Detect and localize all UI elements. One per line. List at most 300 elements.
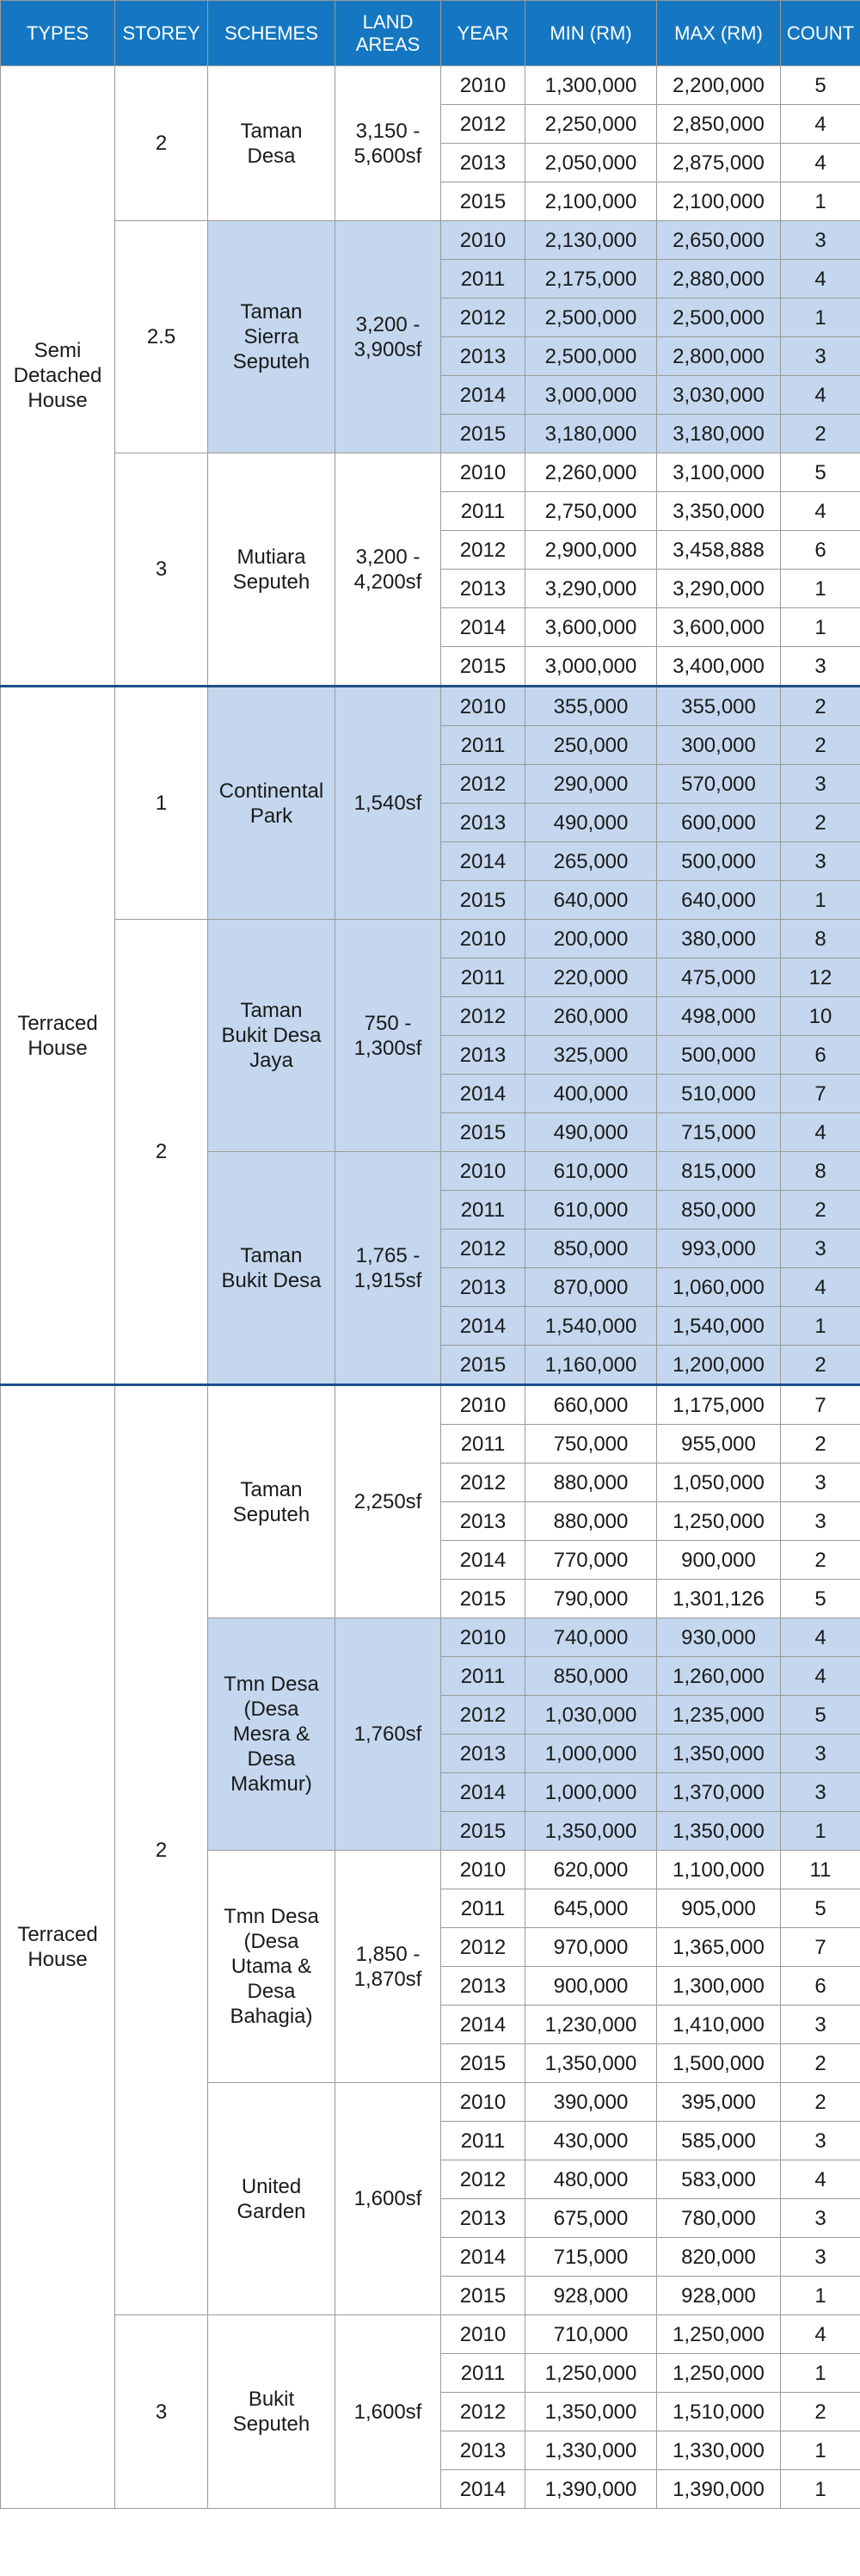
type-cell: Terraced House	[1, 687, 115, 1385]
max-price-cell: 1,300,000	[657, 1967, 781, 2006]
count-cell: 4	[781, 260, 860, 299]
min-price-cell: 1,350,000	[525, 1812, 657, 1851]
max-price-cell: 1,510,000	[657, 2393, 781, 2431]
min-price-cell: 480,000	[525, 2160, 657, 2199]
count-cell: 11	[781, 1851, 860, 1889]
max-price-cell: 715,000	[657, 1113, 781, 1152]
year-cell: 2011	[441, 1889, 525, 1928]
header-types: TYPES	[1, 1, 115, 66]
count-cell: 6	[781, 1036, 860, 1075]
count-cell: 10	[781, 997, 860, 1036]
year-cell: 2011	[441, 2122, 525, 2160]
year-cell: 2011	[441, 1191, 525, 1229]
scheme-cell: Bukit Seputeh	[208, 2315, 335, 2509]
year-cell: 2014	[441, 1307, 525, 1346]
min-price-cell: 675,000	[525, 2199, 657, 2238]
min-price-cell: 710,000	[525, 2315, 657, 2354]
min-price-cell: 2,500,000	[525, 337, 657, 376]
year-cell: 2010	[441, 1152, 525, 1191]
count-cell: 1	[781, 2431, 860, 2470]
land-area-cell: 1,765 - 1,915sf	[335, 1152, 441, 1385]
count-cell: 3	[781, 2238, 860, 2277]
year-cell: 2011	[441, 726, 525, 765]
min-price-cell: 970,000	[525, 1928, 657, 1967]
max-price-cell: 583,000	[657, 2160, 781, 2199]
year-cell: 2012	[441, 1696, 525, 1735]
max-price-cell: 570,000	[657, 765, 781, 804]
count-cell: 2	[781, 726, 860, 765]
max-price-cell: 1,200,000	[657, 1346, 781, 1385]
count-cell: 4	[781, 376, 860, 415]
count-cell: 3	[781, 337, 860, 376]
min-price-cell: 850,000	[525, 1229, 657, 1268]
max-price-cell: 3,030,000	[657, 376, 781, 415]
max-price-cell: 1,250,000	[657, 2315, 781, 2354]
header-storey: STOREY	[115, 1, 208, 66]
min-price-cell: 740,000	[525, 1618, 657, 1657]
count-cell: 4	[781, 1113, 860, 1152]
max-price-cell: 815,000	[657, 1152, 781, 1191]
max-price-cell: 500,000	[657, 1036, 781, 1075]
max-price-cell: 500,000	[657, 842, 781, 881]
count-cell: 1	[781, 881, 860, 920]
count-cell: 3	[781, 2006, 860, 2044]
min-price-cell: 2,750,000	[525, 492, 657, 531]
year-cell: 2010	[441, 1851, 525, 1889]
count-cell: 2	[781, 687, 860, 726]
min-price-cell: 250,000	[525, 726, 657, 765]
year-cell: 2013	[441, 804, 525, 842]
scheme-cell: Mutiara Seputeh	[208, 453, 335, 687]
min-price-cell: 3,290,000	[525, 570, 657, 608]
min-price-cell: 2,100,000	[525, 182, 657, 221]
year-cell: 2012	[441, 765, 525, 804]
min-price-cell: 770,000	[525, 1541, 657, 1580]
max-price-cell: 1,235,000	[657, 1696, 781, 1735]
scheme-cell: Taman Seputeh	[208, 1385, 335, 1618]
year-cell: 2015	[441, 1113, 525, 1152]
year-cell: 2011	[441, 1425, 525, 1464]
min-price-cell: 880,000	[525, 1502, 657, 1541]
year-cell: 2013	[441, 144, 525, 182]
min-price-cell: 928,000	[525, 2277, 657, 2315]
year-cell: 2010	[441, 1385, 525, 1425]
count-cell: 1	[781, 570, 860, 608]
year-cell: 2015	[441, 2044, 525, 2083]
max-price-cell: 475,000	[657, 958, 781, 997]
max-price-cell: 1,250,000	[657, 2354, 781, 2393]
max-price-cell: 1,175,000	[657, 1385, 781, 1425]
min-price-cell: 750,000	[525, 1425, 657, 1464]
year-cell: 2010	[441, 453, 525, 492]
land-area-cell: 750 - 1,300sf	[335, 920, 441, 1152]
max-price-cell: 3,458,888	[657, 531, 781, 570]
count-cell: 8	[781, 1152, 860, 1191]
min-price-cell: 490,000	[525, 1113, 657, 1152]
count-cell: 2	[781, 1541, 860, 1580]
land-area-cell: 3,200 - 4,200sf	[335, 453, 441, 687]
count-cell: 2	[781, 2393, 860, 2431]
count-cell: 1	[781, 608, 860, 647]
scheme-cell: Taman Bukit Desa Jaya	[208, 920, 335, 1152]
min-price-cell: 1,250,000	[525, 2354, 657, 2393]
min-price-cell: 900,000	[525, 1967, 657, 2006]
count-cell: 5	[781, 66, 860, 105]
type-cell: Semi Detached House	[1, 66, 115, 687]
table-row	[1, 66, 860, 105]
storey-cell: 2	[115, 1385, 208, 2315]
scheme-cell: Tmn Desa (Desa Mesra & Desa Makmur)	[208, 1618, 335, 1851]
min-price-cell: 3,600,000	[525, 608, 657, 647]
max-price-cell: 3,100,000	[657, 453, 781, 492]
max-price-cell: 3,400,000	[657, 647, 781, 687]
count-cell: 2	[781, 1191, 860, 1229]
scheme-cell: Taman Desa	[208, 66, 335, 221]
max-price-cell: 300,000	[657, 726, 781, 765]
count-cell: 1	[781, 1812, 860, 1851]
year-cell: 2011	[441, 492, 525, 531]
max-price-cell: 820,000	[657, 2238, 781, 2277]
table-row	[1, 687, 860, 726]
max-price-cell: 1,390,000	[657, 2470, 781, 2509]
count-cell: 5	[781, 1889, 860, 1928]
max-price-cell: 930,000	[657, 1618, 781, 1657]
scheme-cell: Taman Bukit Desa	[208, 1152, 335, 1385]
year-cell: 2012	[441, 2160, 525, 2199]
year-cell: 2012	[441, 1928, 525, 1967]
land-area-cell: 3,150 - 5,600sf	[335, 66, 441, 221]
year-cell: 2014	[441, 2470, 525, 2509]
max-price-cell: 3,290,000	[657, 570, 781, 608]
year-cell: 2015	[441, 182, 525, 221]
year-cell: 2012	[441, 299, 525, 337]
count-cell: 4	[781, 1268, 860, 1307]
table-body	[1, 66, 860, 2509]
count-cell: 2	[781, 2083, 860, 2122]
count-cell: 3	[781, 1229, 860, 1268]
count-cell: 3	[781, 1773, 860, 1812]
max-price-cell: 3,350,000	[657, 492, 781, 531]
count-cell: 7	[781, 1928, 860, 1967]
max-price-cell: 395,000	[657, 2083, 781, 2122]
year-cell: 2015	[441, 415, 525, 453]
min-price-cell: 3,180,000	[525, 415, 657, 453]
min-price-cell: 1,000,000	[525, 1735, 657, 1773]
year-cell: 2010	[441, 221, 525, 260]
max-price-cell: 2,650,000	[657, 221, 781, 260]
year-cell: 2014	[441, 2006, 525, 2044]
year-cell: 2014	[441, 2238, 525, 2277]
year-cell: 2014	[441, 376, 525, 415]
header-max: MAX (RM)	[657, 1, 781, 66]
min-price-cell: 660,000	[525, 1385, 657, 1425]
min-price-cell: 1,540,000	[525, 1307, 657, 1346]
year-cell: 2010	[441, 1618, 525, 1657]
min-price-cell: 2,500,000	[525, 299, 657, 337]
storey-cell: 2	[115, 66, 208, 221]
min-price-cell: 430,000	[525, 2122, 657, 2160]
max-price-cell: 1,330,000	[657, 2431, 781, 2470]
min-price-cell: 3,000,000	[525, 376, 657, 415]
land-area-cell: 1,850 - 1,870sf	[335, 1851, 441, 2083]
min-price-cell: 880,000	[525, 1464, 657, 1502]
min-price-cell: 1,330,000	[525, 2431, 657, 2470]
table-row	[1, 453, 860, 492]
table-row	[1, 221, 860, 260]
year-cell: 2013	[441, 1502, 525, 1541]
min-price-cell: 390,000	[525, 2083, 657, 2122]
count-cell: 2	[781, 2044, 860, 2083]
land-area-cell: 3,200 - 3,900sf	[335, 221, 441, 453]
land-area-cell: 1,600sf	[335, 2083, 441, 2315]
table-row	[1, 920, 860, 958]
count-cell: 1	[781, 2470, 860, 2509]
min-price-cell: 355,000	[525, 687, 657, 726]
count-cell: 1	[781, 299, 860, 337]
max-price-cell: 2,500,000	[657, 299, 781, 337]
header-count: COUNT	[781, 1, 860, 66]
year-cell: 2013	[441, 337, 525, 376]
max-price-cell: 1,410,000	[657, 2006, 781, 2044]
max-price-cell: 1,260,000	[657, 1657, 781, 1696]
year-cell: 2013	[441, 1967, 525, 2006]
min-price-cell: 610,000	[525, 1191, 657, 1229]
max-price-cell: 955,000	[657, 1425, 781, 1464]
year-cell: 2012	[441, 997, 525, 1036]
max-price-cell: 1,365,000	[657, 1928, 781, 1967]
max-price-cell: 900,000	[657, 1541, 781, 1580]
year-cell: 2013	[441, 2431, 525, 2470]
year-cell: 2012	[441, 2393, 525, 2431]
scheme-cell: Taman Sierra Seputeh	[208, 221, 335, 453]
max-price-cell: 1,350,000	[657, 1812, 781, 1851]
storey-cell: 3	[115, 453, 208, 687]
max-price-cell: 2,875,000	[657, 144, 781, 182]
year-cell: 2014	[441, 1541, 525, 1580]
max-price-cell: 2,100,000	[657, 182, 781, 221]
count-cell: 4	[781, 1618, 860, 1657]
min-price-cell: 325,000	[525, 1036, 657, 1075]
min-price-cell: 1,230,000	[525, 2006, 657, 2044]
min-price-cell: 400,000	[525, 1075, 657, 1113]
land-area-cell: 1,760sf	[335, 1618, 441, 1851]
year-cell: 2010	[441, 2315, 525, 2354]
year-cell: 2015	[441, 647, 525, 687]
year-cell: 2015	[441, 2277, 525, 2315]
count-cell: 7	[781, 1385, 860, 1425]
year-cell: 2010	[441, 2083, 525, 2122]
count-cell: 8	[781, 920, 860, 958]
year-cell: 2013	[441, 1268, 525, 1307]
year-cell: 2013	[441, 1036, 525, 1075]
max-price-cell: 1,370,000	[657, 1773, 781, 1812]
max-price-cell: 1,301,126	[657, 1580, 781, 1618]
count-cell: 3	[781, 765, 860, 804]
count-cell: 5	[781, 1696, 860, 1735]
min-price-cell: 1,300,000	[525, 66, 657, 105]
year-cell: 2015	[441, 1346, 525, 1385]
count-cell: 4	[781, 2160, 860, 2199]
max-price-cell: 850,000	[657, 1191, 781, 1229]
max-price-cell: 1,100,000	[657, 1851, 781, 1889]
max-price-cell: 780,000	[657, 2199, 781, 2238]
year-cell: 2014	[441, 1773, 525, 1812]
count-cell: 4	[781, 492, 860, 531]
min-price-cell: 715,000	[525, 2238, 657, 2277]
year-cell: 2015	[441, 881, 525, 920]
max-price-cell: 2,850,000	[657, 105, 781, 144]
header-year: YEAR	[441, 1, 525, 66]
year-cell: 2014	[441, 842, 525, 881]
year-cell: 2014	[441, 608, 525, 647]
year-cell: 2011	[441, 958, 525, 997]
year-cell: 2012	[441, 531, 525, 570]
min-price-cell: 2,260,000	[525, 453, 657, 492]
min-price-cell: 610,000	[525, 1152, 657, 1191]
max-price-cell: 600,000	[657, 804, 781, 842]
min-price-cell: 870,000	[525, 1268, 657, 1307]
max-price-cell: 1,500,000	[657, 2044, 781, 2083]
max-price-cell: 905,000	[657, 1889, 781, 1928]
count-cell: 3	[781, 647, 860, 687]
max-price-cell: 2,800,000	[657, 337, 781, 376]
storey-cell: 2	[115, 920, 208, 1385]
year-cell: 2012	[441, 1229, 525, 1268]
min-price-cell: 790,000	[525, 1580, 657, 1618]
header-row	[1, 1, 860, 66]
count-cell: 2	[781, 1346, 860, 1385]
count-cell: 4	[781, 144, 860, 182]
max-price-cell: 928,000	[657, 2277, 781, 2315]
scheme-cell: Continental Park	[208, 687, 335, 920]
max-price-cell: 510,000	[657, 1075, 781, 1113]
count-cell: 1	[781, 182, 860, 221]
min-price-cell: 1,350,000	[525, 2044, 657, 2083]
year-cell: 2015	[441, 1812, 525, 1851]
max-price-cell: 380,000	[657, 920, 781, 958]
land-area-cell: 1,600sf	[335, 2315, 441, 2509]
land-area-cell: 1,540sf	[335, 687, 441, 920]
min-price-cell: 265,000	[525, 842, 657, 881]
scheme-cell: Tmn Desa (Desa Utama & Desa Bahagia)	[208, 1851, 335, 2083]
min-price-cell: 200,000	[525, 920, 657, 958]
min-price-cell: 620,000	[525, 1851, 657, 1889]
min-price-cell: 290,000	[525, 765, 657, 804]
count-cell: 1	[781, 1307, 860, 1346]
year-cell: 2012	[441, 1464, 525, 1502]
count-cell: 4	[781, 1657, 860, 1696]
count-cell: 3	[781, 1735, 860, 1773]
table-row	[1, 1385, 860, 1425]
count-cell: 5	[781, 453, 860, 492]
min-price-cell: 260,000	[525, 997, 657, 1036]
type-cell: Terraced House	[1, 1385, 115, 2509]
max-price-cell: 3,600,000	[657, 608, 781, 647]
count-cell: 3	[781, 1464, 860, 1502]
min-price-cell: 2,175,000	[525, 260, 657, 299]
min-price-cell: 3,000,000	[525, 647, 657, 687]
max-price-cell: 1,050,000	[657, 1464, 781, 1502]
max-price-cell: 993,000	[657, 1229, 781, 1268]
count-cell: 3	[781, 1502, 860, 1541]
count-cell: 3	[781, 221, 860, 260]
min-price-cell: 1,160,000	[525, 1346, 657, 1385]
min-price-cell: 220,000	[525, 958, 657, 997]
max-price-cell: 2,200,000	[657, 66, 781, 105]
storey-cell: 3	[115, 2315, 208, 2509]
min-price-cell: 2,900,000	[525, 531, 657, 570]
min-price-cell: 2,250,000	[525, 105, 657, 144]
header-schemes: SCHEMES	[208, 1, 335, 66]
max-price-cell: 3,180,000	[657, 415, 781, 453]
year-cell: 2013	[441, 2199, 525, 2238]
max-price-cell: 1,060,000	[657, 1268, 781, 1307]
year-cell: 2011	[441, 2354, 525, 2393]
count-cell: 3	[781, 2122, 860, 2160]
header-land-areas: LAND AREAS	[335, 1, 441, 66]
count-cell: 6	[781, 1967, 860, 2006]
header-min: MIN (RM)	[525, 1, 657, 66]
count-cell: 1	[781, 2277, 860, 2315]
min-price-cell: 490,000	[525, 804, 657, 842]
count-cell: 1	[781, 2354, 860, 2393]
land-area-cell: 2,250sf	[335, 1385, 441, 1618]
year-cell: 2010	[441, 66, 525, 105]
max-price-cell: 355,000	[657, 687, 781, 726]
min-price-cell: 1,350,000	[525, 2393, 657, 2431]
max-price-cell: 1,250,000	[657, 1502, 781, 1541]
count-cell: 2	[781, 1425, 860, 1464]
count-cell: 7	[781, 1075, 860, 1113]
min-price-cell: 640,000	[525, 881, 657, 920]
count-cell: 3	[781, 2199, 860, 2238]
year-cell: 2015	[441, 1580, 525, 1618]
year-cell: 2012	[441, 105, 525, 144]
count-cell: 2	[781, 804, 860, 842]
count-cell: 2	[781, 415, 860, 453]
count-cell: 5	[781, 1580, 860, 1618]
storey-cell: 1	[115, 687, 208, 920]
max-price-cell: 498,000	[657, 997, 781, 1036]
count-cell: 3	[781, 842, 860, 881]
min-price-cell: 1,000,000	[525, 1773, 657, 1812]
min-price-cell: 1,030,000	[525, 1696, 657, 1735]
year-cell: 2010	[441, 687, 525, 726]
min-price-cell: 850,000	[525, 1657, 657, 1696]
min-price-cell: 1,390,000	[525, 2470, 657, 2509]
count-cell: 12	[781, 958, 860, 997]
storey-cell: 2.5	[115, 221, 208, 453]
min-price-cell: 2,130,000	[525, 221, 657, 260]
max-price-cell: 585,000	[657, 2122, 781, 2160]
count-cell: 4	[781, 2315, 860, 2354]
min-price-cell: 645,000	[525, 1889, 657, 1928]
count-cell: 6	[781, 531, 860, 570]
year-cell: 2010	[441, 920, 525, 958]
max-price-cell: 1,350,000	[657, 1735, 781, 1773]
max-price-cell: 640,000	[657, 881, 781, 920]
year-cell: 2011	[441, 1657, 525, 1696]
count-cell: 4	[781, 105, 860, 144]
year-cell: 2013	[441, 1735, 525, 1773]
year-cell: 2014	[441, 1075, 525, 1113]
min-price-cell: 2,050,000	[525, 144, 657, 182]
max-price-cell: 2,880,000	[657, 260, 781, 299]
max-price-cell: 1,540,000	[657, 1307, 781, 1346]
year-cell: 2013	[441, 570, 525, 608]
scheme-cell: United Garden	[208, 2083, 335, 2315]
table-row	[1, 2315, 860, 2354]
